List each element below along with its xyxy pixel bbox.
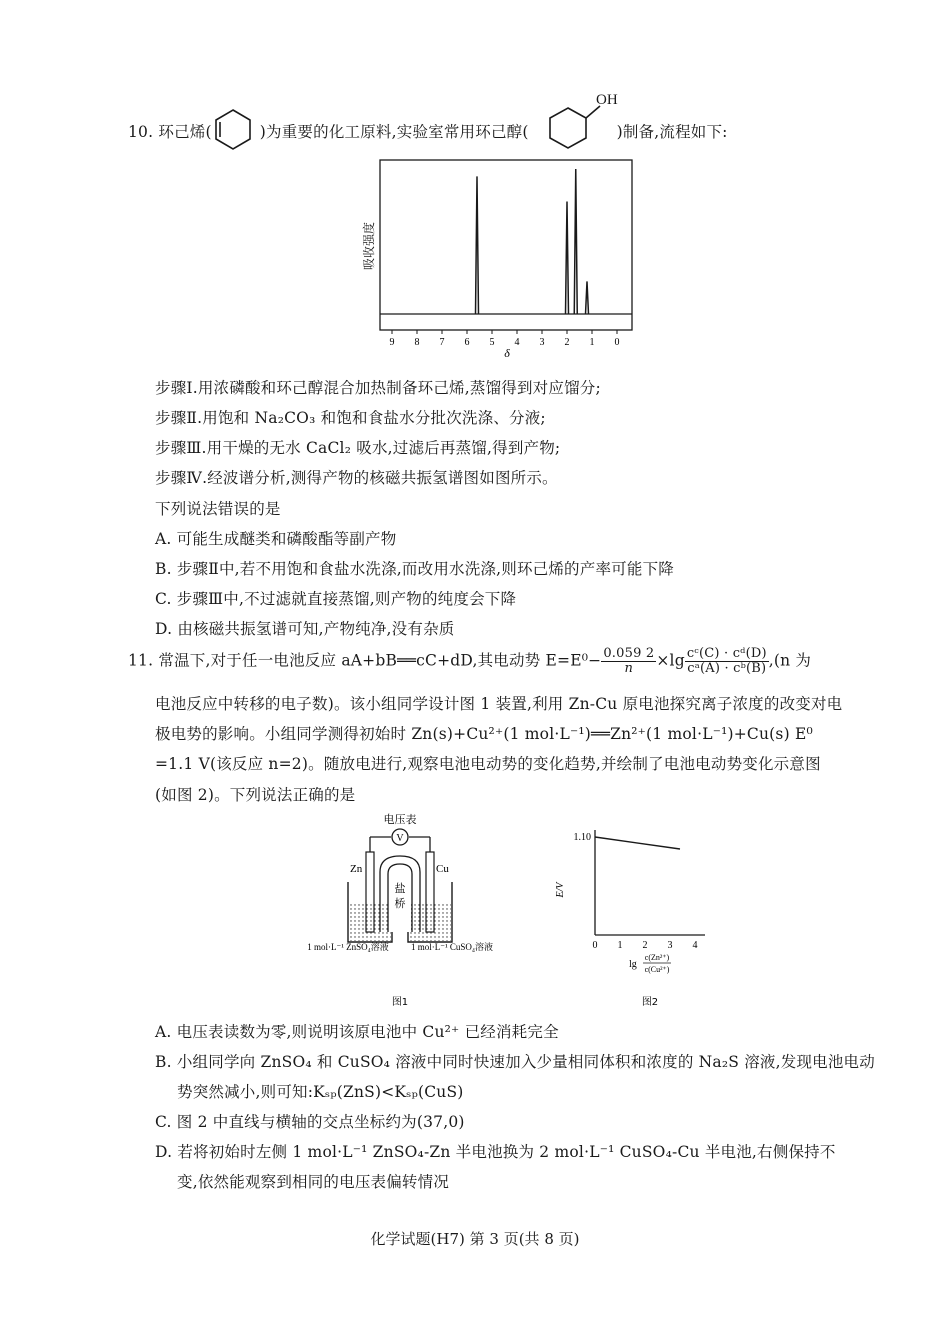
q11-option-b-line2: 势突然减小,则可知:Kₛₚ(ZnS)<Kₛₚ(CuS) <box>177 1083 464 1101</box>
q11-line1-end: ,(n 为 <box>768 651 812 670</box>
q11-line5: (如图 2)。下列说法正确的是 <box>155 786 356 804</box>
fig2-x-tick-4: 4 <box>692 940 698 951</box>
nmr-tick-label-2: 2 <box>564 337 570 348</box>
q10-text-part3: )制备,流程如下: <box>616 123 728 141</box>
nmr-frame <box>380 160 632 330</box>
nmr-tick-label-8: 8 <box>414 337 420 348</box>
salt-bridge-label-1: 盐 <box>394 882 406 895</box>
fig2-xlabel-num: c(Zn²⁺) <box>644 953 670 962</box>
q10-step-4: 步骤Ⅳ.经波谱分析,测得产物的核磁共振氢谱图如图所示。 <box>155 469 558 487</box>
q10-option-a: A. 可能生成醚类和磷酸酯等副产物 <box>155 530 397 548</box>
q10-step-2: 步骤Ⅱ.用饱和 Na₂CO₃ 和饱和食盐水分批次洗涤、分液; <box>155 409 546 427</box>
nmr-peak-3 <box>586 281 589 314</box>
q11-option-a: A. 电压表读数为零,则说明该原电池中 Cu²⁺ 已经消耗完全 <box>155 1023 559 1041</box>
fig2-x-tick-0: 0 <box>592 940 598 951</box>
q11-option-b-line1: B. 小组同学向 ZnSO₄ 和 CuSO₄ 溶液中同时快速加入少量相同体积和浓度的 Na₂S 溶液,发现电池电动 <box>155 1053 875 1071</box>
right-solution-label: 1 mol·L⁻¹ CuSO₄溶液 <box>410 942 494 952</box>
zn-label: Zn <box>350 863 363 875</box>
oh-label: OH <box>596 92 618 108</box>
nmr-peak-1 <box>566 202 569 314</box>
page-footer: 化学试题(H7) 第 3 页(共 8 页) <box>370 1230 580 1248</box>
q10-option-d: D. 由核磁共振氢谱可知,产物纯净,没有杂质 <box>155 620 455 638</box>
q11-line1-text: 11. 常温下,对于任一电池反应 aA+bB══cC+dD,其电动势 E=E⁰− <box>128 651 602 670</box>
right-solution <box>409 902 451 941</box>
figure-1-galvanic-cell <box>290 812 520 1012</box>
nmr-peak-2 <box>574 169 577 314</box>
coef-denominator: n <box>624 661 634 676</box>
voltmeter-symbol: V <box>396 833 404 844</box>
nmr-peak-0 <box>476 176 479 314</box>
nmr-tick-label-6: 6 <box>464 337 470 348</box>
fig2-y-tick: 1.10 <box>573 832 591 843</box>
voltmeter-label: 电压表 <box>383 813 417 826</box>
q11-option-d-line1: D. 若将初始时左侧 1 mol·L⁻¹ ZnSO₄-Zn 半电池换为 2 mol·L⁻¹ CuSO₄-Cu 半电池,右侧保持不 <box>155 1143 836 1161</box>
q11-option-d-line2: 变,依然能观察到相同的电压表偏转情况 <box>177 1173 450 1191</box>
figure-2-emf-graph <box>555 820 715 1010</box>
q11-line3: 极电势的影响。小组同学测得初始时 Zn(s)+Cu²⁺(1 mol·L⁻¹)══Zn²⁺(1 mol·L⁻¹)+Cu(s) E⁰ <box>155 725 813 743</box>
lg-denominator: cᵃ(A) · cᵇ(B) <box>687 661 767 676</box>
coefficient-fraction <box>601 647 656 676</box>
nmr-tick-label-0: 0 <box>614 337 620 348</box>
q11-line2: 电池反应中转移的电子数)。该小组同学设计图 1 装置,利用 Zn-Cu 原电池探究离子浓度的改变对电 <box>155 695 843 713</box>
q11-lg-text: ×lg <box>656 651 685 670</box>
nmr-tick-label-3: 3 <box>539 337 545 348</box>
q10-step-1: 步骤Ⅰ.用浓磷酸和环己醇混合加热制备环己烯,蒸馏得到对应馏分; <box>155 379 601 397</box>
lg-numerator: cᶜ(C) · cᵈ(D) <box>686 646 767 661</box>
nmr-tick-label-9: 9 <box>389 337 395 348</box>
q10-number: 10. <box>128 123 154 141</box>
nmr-tick-label-7: 7 <box>439 337 445 348</box>
q11-option-c: C. 图 2 中直线与横轴的交点坐标约为(37,0) <box>155 1113 465 1131</box>
nmr-spectrum <box>355 158 645 363</box>
salt-bridge-label-2: 桥 <box>394 897 406 910</box>
fig2-xlabel-lg: lg <box>629 959 637 970</box>
left-solution <box>349 902 391 941</box>
q11-line1 <box>128 647 811 676</box>
q10-text-part2: )为重要的化工原料,实验室常用环己醇( <box>259 123 529 141</box>
fig2-ylabel: E/V <box>555 882 566 898</box>
nmr-tick-label-4: 4 <box>514 337 520 348</box>
fig2-xlabel-den: c(Cu²⁺) <box>644 965 670 974</box>
nmr-xlabel: δ <box>504 346 510 360</box>
q10-text-part1: 环己烯( <box>158 123 212 141</box>
lg-fraction <box>685 647 769 676</box>
fig2-x-tick-3: 3 <box>667 940 673 951</box>
coef-numerator: 0.059 2 <box>603 646 655 661</box>
figure-1-caption: 图1 <box>391 997 409 1008</box>
cu-label: Cu <box>436 863 449 875</box>
emf-line <box>595 837 680 849</box>
fig2-x-tick-1: 1 <box>617 940 623 951</box>
nmr-tick-label-5: 5 <box>489 337 495 348</box>
nmr-ylabel: 吸收强度 <box>362 221 376 271</box>
figure-2-caption: 图2 <box>641 997 659 1008</box>
q10-prompt: 下列说法错误的是 <box>155 500 281 518</box>
nmr-tick-label-1: 1 <box>589 337 595 348</box>
q10-step-3: 步骤Ⅲ.用干燥的无水 CaCl₂ 吸水,过滤后再蒸馏,得到产物; <box>155 439 561 457</box>
cyclohexene-structure <box>210 106 256 152</box>
q10-option-b: B. 步骤Ⅱ中,若不用饱和食盐水洗涤,而改用水洗涤,则环己烯的产率可能下降 <box>155 560 674 578</box>
q10-option-c: C. 步骤Ⅲ中,不过滤就直接蒸馏,则产物的纯度会下降 <box>155 590 517 608</box>
cyclohexanol-structure <box>540 92 632 154</box>
left-solution-label: 1 mol·L⁻¹ ZnSO₄溶液 <box>307 942 389 952</box>
fig2-x-tick-2: 2 <box>642 940 648 951</box>
q11-line4: =1.1 V(该反应 n=2)。随放电进行,观察电池电动势的变化趋势,并绘制了电池电动势变化示意图 <box>155 755 821 773</box>
